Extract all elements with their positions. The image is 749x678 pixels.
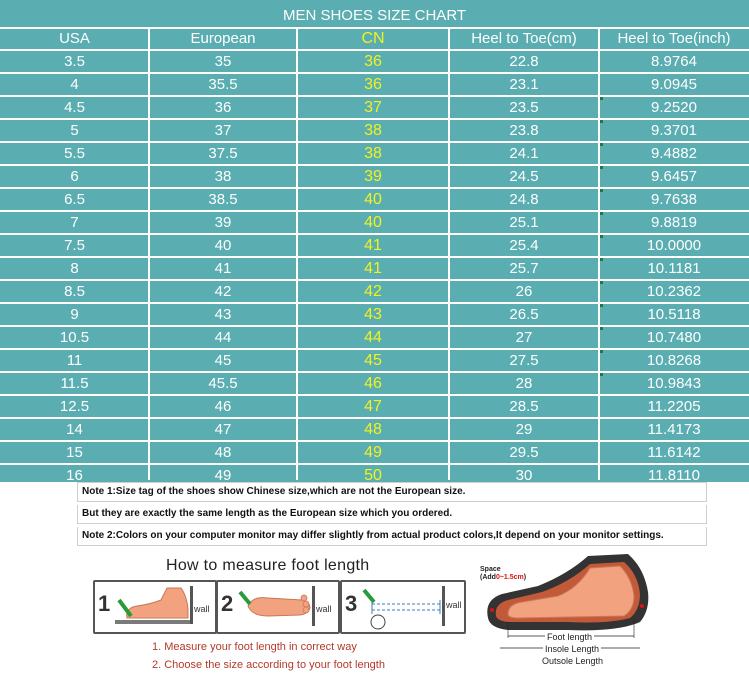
space-range: 0~1.5cm	[495, 574, 524, 581]
grid-row-line	[0, 233, 749, 235]
table-cell: 9.3701	[651, 122, 697, 139]
table-cell: 49	[364, 444, 382, 461]
table-cell: 37	[214, 122, 232, 139]
table-cell: 24.1	[509, 145, 539, 162]
grid-col-line	[448, 28, 450, 480]
table-cell: 11.2205	[647, 398, 701, 415]
table-cell: 43	[364, 306, 382, 323]
table-cell: 38.5	[208, 191, 238, 208]
step-3-panel	[340, 580, 466, 634]
grid-row-line	[0, 279, 749, 281]
grid-row-line	[0, 440, 749, 442]
note-1-continued: But they are exactly the same length as the European size which you ordered.	[77, 505, 707, 524]
table-cell: 25.7	[509, 260, 539, 277]
table-cell: 11.6142	[647, 444, 701, 461]
table-cell: 24.8	[509, 191, 539, 208]
grid-row-line	[0, 118, 749, 120]
table-cell: 9	[70, 306, 79, 323]
wall-label-3: wall	[446, 600, 462, 610]
outsole-length-label: Outsole Length	[542, 656, 604, 666]
column-header: CN	[361, 30, 385, 47]
table-cell: 25.1	[509, 214, 539, 231]
table-cell: 9.0945	[651, 76, 697, 93]
table-cell: 10.5118	[647, 306, 701, 323]
note-1: Note 1:Size tag of the shoes show Chinese size,which are not the European size.	[77, 482, 707, 502]
table-cell: 43	[214, 306, 232, 323]
table-cell: 40	[364, 191, 382, 208]
table-cell: 10.1181	[647, 260, 701, 277]
table-cell: 29	[515, 421, 533, 438]
table-cell: 47	[364, 398, 382, 415]
table-cell: 38	[214, 168, 232, 185]
table-cell: 36	[364, 53, 382, 70]
table-cell: 23.1	[509, 76, 539, 93]
grid-row-line	[0, 348, 749, 350]
table-cell: 39	[214, 214, 232, 231]
grid-row-line	[0, 302, 749, 304]
table-cell: 27.5	[509, 352, 539, 369]
table-cell: 26.5	[509, 306, 539, 323]
chart-title: MEN SHOES SIZE CHART	[282, 7, 467, 24]
table-cell: 16	[66, 467, 83, 484]
howto-title: How to measure foot length	[166, 557, 370, 574]
table-cell: 12.5	[59, 398, 90, 415]
grid-row-line	[0, 371, 749, 373]
table-cell: 11.8110	[648, 467, 700, 484]
table-cell: 10.0000	[646, 237, 702, 254]
table-cell: 9.6457	[651, 168, 697, 185]
table-cell: 10.5	[59, 329, 90, 346]
table-cell: 6	[70, 168, 79, 185]
table-cell: 9.2520	[651, 99, 697, 116]
table-cell: 45	[364, 352, 382, 369]
step-1-panel	[93, 580, 217, 634]
table-cell: 4	[70, 76, 79, 93]
table-cell: 36	[214, 99, 232, 116]
table-cell: 25.4	[509, 237, 539, 254]
table-cell: 37	[364, 99, 382, 116]
note-2: Note 2:Colors on your computer monitor may differ slightly from actual product colors,It depend on your monitor settings.	[77, 527, 707, 546]
table-cell: 3.5	[64, 53, 85, 70]
table-cell: 9.8819	[651, 214, 697, 231]
grid-row-line	[0, 210, 749, 212]
column-header: Heel to Toe(inch)	[617, 30, 731, 47]
column-header: Heel to Toe(cm)	[471, 30, 577, 47]
table-cell: 37.5	[208, 145, 238, 162]
table-cell: 48	[364, 421, 382, 438]
table-cell: 8.9764	[651, 53, 697, 70]
table-cell: 46	[364, 375, 382, 392]
wall-label-1: wall	[194, 604, 210, 614]
step-3-number: 3	[345, 591, 358, 616]
grid-row-line	[0, 49, 749, 51]
table-cell: 10.8268	[646, 352, 702, 369]
grid-row-line	[0, 72, 749, 74]
table-cell: 4.5	[64, 99, 85, 116]
table-cell: 5	[70, 122, 79, 139]
table-cell: 10.9843	[646, 375, 702, 392]
grid-row-line	[0, 95, 749, 97]
grid-row-line	[0, 256, 749, 258]
table-cell: 11.4173	[647, 421, 701, 438]
step-2-panel	[216, 580, 340, 634]
table-cell: 9.4882	[651, 145, 697, 162]
table-cell: 10.7480	[646, 329, 702, 346]
table-cell: 9.7638	[651, 191, 697, 208]
table-cell: 45.5	[208, 375, 238, 392]
notes-box	[77, 482, 707, 549]
table-cell: 24.5	[509, 168, 539, 185]
table-cell: 23.5	[509, 99, 539, 116]
foot-length-label: Foot length	[547, 632, 593, 642]
grid-col-line	[148, 28, 150, 480]
table-cell: 15	[66, 444, 83, 461]
wall-label-2: wall	[316, 604, 332, 614]
table-cell: 11.5	[60, 375, 89, 392]
table-cell: 6.5	[64, 191, 85, 208]
table-cell: 41	[364, 237, 382, 254]
table-cell: 38	[364, 145, 382, 162]
table-cell: 8	[70, 260, 79, 277]
insole-length-label: Insole Length	[545, 644, 600, 654]
space-label-close: )	[523, 574, 527, 581]
grid-col-line	[598, 28, 600, 480]
column-header: European	[190, 30, 256, 47]
table-cell: 47	[214, 421, 232, 438]
grid-row-line	[0, 164, 749, 166]
table-cell: 45	[214, 352, 232, 369]
table-cell: 29.5	[509, 444, 539, 461]
table-cell: 40	[214, 237, 232, 254]
grid-col-line	[296, 28, 298, 480]
table-cell: 22.8	[509, 53, 539, 70]
table-cell: 7	[70, 214, 79, 231]
table-cell: 44	[214, 329, 232, 346]
table-cell: 35	[214, 53, 232, 70]
table-cell: 28	[515, 375, 533, 392]
step-2-number: 2	[221, 591, 234, 616]
grid-row-line	[0, 463, 749, 465]
grid-row-line	[0, 187, 749, 189]
instruction-1: 1. Measure your foot length in correct way	[152, 641, 357, 653]
instruction-2: 2. Choose the size according to your foot length	[152, 659, 385, 671]
table-cell: 26	[515, 283, 533, 300]
table-cell: 36	[364, 76, 382, 93]
grid-row-line	[0, 141, 749, 143]
table-cell: 8.5	[64, 283, 85, 300]
table-cell: 41	[214, 260, 232, 277]
table-cell: 5.5	[64, 145, 85, 162]
table-cell: 49	[214, 467, 232, 484]
table-cell: 40	[364, 214, 382, 231]
table-cell: 35.5	[208, 76, 238, 93]
table-cell: 27	[515, 329, 533, 346]
space-label-title: Space	[480, 566, 501, 573]
table-cell: 30	[515, 467, 533, 484]
space-label-add: (Add	[480, 574, 496, 581]
grid-row-line	[0, 417, 749, 419]
grid-row-line	[0, 325, 749, 327]
table-cell: 10.2362	[646, 283, 702, 300]
table-cell: 41	[364, 260, 382, 277]
table-cell: 48	[214, 444, 232, 461]
table-cell: 38	[364, 122, 382, 139]
table-cell: 44	[364, 329, 382, 346]
table-cell: 42	[364, 283, 382, 300]
step-1-number: 1	[98, 591, 111, 616]
table-cell: 23.8	[509, 122, 539, 139]
table-cell: 39	[364, 168, 382, 185]
table-cell: 7.5	[64, 237, 85, 254]
grid-top-line	[0, 27, 749, 29]
table-cell: 42	[214, 283, 232, 300]
column-header: USA	[59, 30, 90, 47]
table-cell: 28.5	[509, 398, 539, 415]
grid-row-line	[0, 394, 749, 396]
table-cell: 11	[66, 352, 83, 369]
table-cell: 46	[214, 398, 232, 415]
table-cell: 50	[364, 467, 382, 484]
table-cell: 14	[66, 421, 83, 438]
